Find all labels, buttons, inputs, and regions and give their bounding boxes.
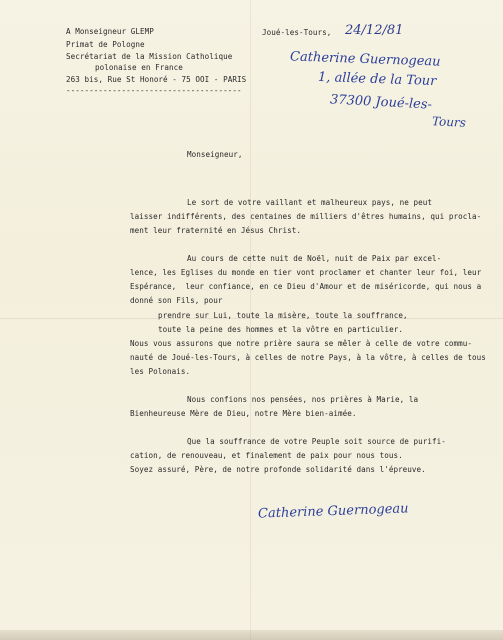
sender-name: Catherine Guernogeau (289, 49, 441, 70)
body-line: Nous vous assurons que notre prière saura se mêler à celle de votre commu- (130, 339, 473, 348)
body-line: Espérance, leur confiance, en ce Dieu d'Amour et de miséricorde, qui nous a (130, 282, 482, 291)
body-line: Que la souffrance de votre Peuple soit source de purifi- (187, 437, 446, 446)
body-line: toute la peine des hommes et la vôtre en particulier. (158, 325, 403, 334)
body-line: Soyez assuré, Père, de notre profonde solidarité dans l'épreuve. (130, 465, 426, 474)
date-place: Joué-les-Tours, (262, 28, 332, 37)
body-line: Nous confions nos pensées, nos prières à Marie, la (187, 395, 419, 404)
recipient-line-2: Primat de Pologne (66, 40, 145, 49)
recipient-line-5: 263 bis, Rue St Honoré - 75 OOI - PARIS (66, 75, 247, 84)
recipient-rule: -------------------------------------- (66, 86, 242, 95)
body-line: les Polonais. (130, 367, 191, 376)
body-line: Bienheureuse Mère de Dieu, notre Mère bien-aimée. (130, 409, 357, 418)
body-line: nauté de Joué-les-Tours, à celles de notre Pays, à la vôtre, à celles de tous (130, 353, 486, 362)
body-line: Le sort de votre vaillant et malheureux pays, ne peut (187, 198, 432, 207)
recipient-line-1: A Monseigneur GLEMP (66, 27, 154, 36)
date-value: 24/12/81 (345, 23, 404, 38)
sender-city-2: Tours (431, 114, 467, 130)
body-line: laisser indifférents, des centaines de milliers d'êtres humains, qui procla- (130, 212, 482, 221)
salutation: Monseigneur, (187, 150, 243, 159)
signature: Catherine Guernogeau (257, 501, 409, 522)
sender-street: 1, allée de la Tour (317, 69, 437, 90)
body-line: Au cours de cette nuit de Noël, nuit de Paix par excel- (187, 254, 442, 263)
body-line: donné son Fils, pour (130, 296, 223, 305)
sender-city: 37300 Joué-les- (329, 92, 433, 113)
body-line: lence, les Eglises du monde en tier vont proclamer et chanter leur foi, leur (130, 268, 482, 277)
body-line: prendre sur Lui, toute la misère, toute la souffrance, (158, 311, 408, 320)
page-bottom-edge (0, 630, 503, 640)
recipient-line-3: Secrétariat de la Mission Catholique (66, 52, 233, 61)
body-line: ment leur fraternité en Jésus Christ. (130, 226, 302, 235)
recipient-line-4: polonaise en France (95, 63, 183, 72)
body-line: cation, de renouveau, et finalement de paix pour nous tous. (130, 451, 403, 460)
